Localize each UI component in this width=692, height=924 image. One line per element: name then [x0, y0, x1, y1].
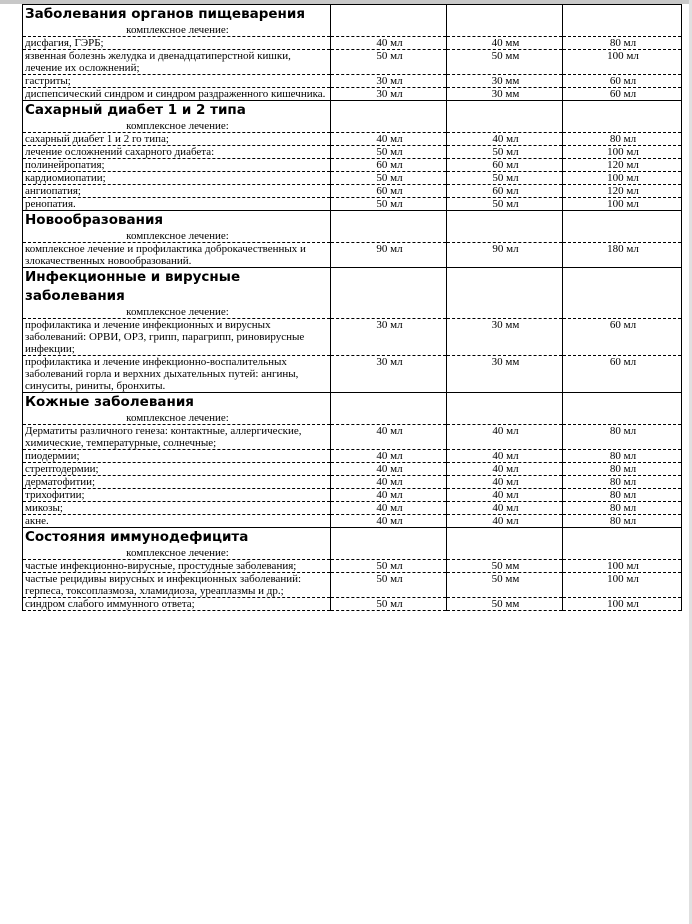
dose-col-2: 40 мл [447, 463, 563, 476]
dose-col-2: 30 мм [447, 319, 563, 356]
empty-cell [331, 5, 447, 25]
table-row [23, 489, 682, 502]
dose-col-3: 100 мл [563, 146, 682, 159]
dose-col-3: 80 мл [563, 463, 682, 476]
indication-cell: диспепсический синдром и синдром раздраженного кишечника. [23, 88, 331, 101]
table-row [23, 243, 682, 268]
dose-col-2: 60 мл [447, 159, 563, 172]
section-title: Сахарный диабет 1 и 2 типа [23, 101, 331, 121]
indication-cell: язвенная болезнь желудка и двенадцатиперстной кишки, лечение их осложнений; [23, 50, 331, 75]
table-row [23, 425, 682, 450]
empty-cell [563, 306, 682, 319]
empty-cell [447, 5, 563, 25]
table-row [23, 133, 682, 146]
empty-cell [563, 24, 682, 37]
empty-cell [447, 120, 563, 133]
table-row [23, 172, 682, 185]
dose-col-1: 50 мл [331, 172, 447, 185]
table-row [23, 515, 682, 528]
dose-col-2: 50 мл [447, 172, 563, 185]
empty-cell [563, 101, 682, 121]
empty-cell [447, 268, 563, 307]
dose-col-2: 50 мл [447, 146, 563, 159]
table-row [23, 476, 682, 489]
dose-col-1: 40 мл [331, 450, 447, 463]
dose-col-2: 40 мл [447, 515, 563, 528]
dose-col-2: 40 мл [447, 133, 563, 146]
dose-col-2: 30 мм [447, 75, 563, 88]
section-header-row [23, 211, 682, 231]
section-header-row [23, 393, 682, 413]
dose-col-3: 120 мл [563, 159, 682, 172]
empty-cell [563, 211, 682, 231]
dose-col-2: 50 мм [447, 560, 563, 573]
empty-cell [331, 412, 447, 425]
empty-cell [563, 5, 682, 25]
dose-col-1: 50 мл [331, 598, 447, 611]
empty-cell [563, 120, 682, 133]
table-row [23, 159, 682, 172]
dose-col-3: 100 мл [563, 198, 682, 211]
indication-cell: трихофитии; [23, 489, 331, 502]
empty-cell [447, 24, 563, 37]
table-row [23, 502, 682, 515]
dose-col-3: 60 мл [563, 88, 682, 101]
dose-col-1: 40 мл [331, 476, 447, 489]
dose-col-2: 40 мл [447, 489, 563, 502]
indication-cell: сахарный диабет 1 и 2 го типа; [23, 133, 331, 146]
dose-col-1: 40 мл [331, 515, 447, 528]
table-row [23, 185, 682, 198]
table-row [23, 146, 682, 159]
section-subtitle: комплексное лечение: [23, 24, 331, 37]
dose-col-1: 40 мл [331, 502, 447, 515]
table-row [23, 573, 682, 598]
section-title: Новообразования [23, 211, 331, 231]
dose-col-3: 80 мл [563, 476, 682, 489]
dose-col-2: 40 мл [447, 425, 563, 450]
dose-col-1: 50 мл [331, 146, 447, 159]
section-subtitle-row [23, 412, 682, 425]
indication-cell: профилактика и лечение инфекционно-воспалительных заболеваний горла и верхних дыхательных путей: ангины, синуситы, риниты, бронхиты. [23, 356, 331, 393]
dose-col-3: 80 мл [563, 37, 682, 50]
table-row [23, 319, 682, 356]
dose-col-3: 80 мл [563, 450, 682, 463]
dose-col-1: 30 мл [331, 88, 447, 101]
empty-cell [331, 101, 447, 121]
empty-cell [563, 528, 682, 548]
dose-col-3: 80 мл [563, 515, 682, 528]
section-title: Состояния иммунодефицита [23, 528, 331, 548]
section-subtitle: комплексное лечение: [23, 412, 331, 425]
dose-col-2: 30 мм [447, 356, 563, 393]
table-row [23, 463, 682, 476]
dose-col-2: 40 мл [447, 450, 563, 463]
section-title: Кожные заболевания [23, 393, 331, 413]
dose-col-3: 80 мл [563, 133, 682, 146]
dose-col-1: 90 мл [331, 243, 447, 268]
dosage-table [22, 4, 682, 611]
section-header-row [23, 268, 682, 307]
empty-cell [331, 230, 447, 243]
empty-cell [447, 393, 563, 413]
dose-col-1: 60 мл [331, 185, 447, 198]
dose-col-3: 60 мл [563, 75, 682, 88]
indication-cell: дисфагия, ГЭРБ; [23, 37, 331, 50]
empty-cell [331, 528, 447, 548]
table-row [23, 198, 682, 211]
section-subtitle-row [23, 24, 682, 37]
empty-cell [447, 528, 563, 548]
indication-cell: акне. [23, 515, 331, 528]
section-subtitle: комплексное лечение: [23, 230, 331, 243]
table-row [23, 598, 682, 611]
empty-cell [331, 120, 447, 133]
indication-cell: частые инфекционно-вирусные, простудные заболевания; [23, 560, 331, 573]
dose-col-3: 60 мл [563, 356, 682, 393]
section-title: Заболевания органов пищеварения [23, 5, 331, 25]
table-row [23, 356, 682, 393]
empty-cell [331, 306, 447, 319]
dose-col-2: 40 мл [447, 476, 563, 489]
section-header-row [23, 528, 682, 548]
dose-col-1: 50 мл [331, 198, 447, 211]
dose-col-1: 30 мл [331, 319, 447, 356]
section-header-row [23, 5, 682, 25]
indication-cell: кардиомиопатии; [23, 172, 331, 185]
dose-col-1: 50 мл [331, 573, 447, 598]
dose-col-2: 50 мм [447, 50, 563, 75]
dose-col-1: 40 мл [331, 489, 447, 502]
indication-cell: ренопатия. [23, 198, 331, 211]
empty-cell [563, 393, 682, 413]
indication-cell: комплексное лечение и профилактика доброкачественных и злокачественных новообразований. [23, 243, 331, 268]
indication-cell: дерматофитии; [23, 476, 331, 489]
indication-cell: гастриты; [23, 75, 331, 88]
empty-cell [447, 230, 563, 243]
dose-col-3: 100 мл [563, 598, 682, 611]
empty-cell [331, 24, 447, 37]
indication-cell: стрептодермии; [23, 463, 331, 476]
indication-cell: пиодермии; [23, 450, 331, 463]
dose-col-1: 40 мл [331, 425, 447, 450]
section-subtitle-row [23, 306, 682, 319]
dose-col-3: 100 мл [563, 50, 682, 75]
indication-cell: полинейропатия; [23, 159, 331, 172]
empty-cell [563, 268, 682, 307]
dose-col-3: 100 мл [563, 573, 682, 598]
table-row [23, 560, 682, 573]
empty-cell [331, 547, 447, 560]
dose-col-1: 50 мл [331, 50, 447, 75]
dose-col-1: 40 мл [331, 133, 447, 146]
dose-col-1: 30 мл [331, 356, 447, 393]
indication-cell: синдром слабого иммунного ответа; [23, 598, 331, 611]
empty-cell [563, 412, 682, 425]
dose-col-3: 120 мл [563, 185, 682, 198]
empty-cell [447, 101, 563, 121]
empty-cell [331, 211, 447, 231]
empty-cell [331, 393, 447, 413]
dose-col-2: 50 мм [447, 598, 563, 611]
table-row [23, 450, 682, 463]
empty-cell [563, 230, 682, 243]
section-header-row [23, 101, 682, 121]
indication-cell: лечение осложнений сахарного диабета: [23, 146, 331, 159]
dose-col-3: 80 мл [563, 502, 682, 515]
dose-col-1: 40 мл [331, 463, 447, 476]
section-subtitle-row [23, 120, 682, 133]
dose-col-1: 50 мл [331, 560, 447, 573]
dose-col-2: 60 мл [447, 185, 563, 198]
dose-col-3: 100 мл [563, 560, 682, 573]
dose-col-3: 180 мл [563, 243, 682, 268]
section-subtitle: комплексное лечение: [23, 306, 331, 319]
indication-cell: профилактика и лечение инфекционных и вирусных заболеваний: ОРВИ, ОРЗ, грипп, парагрипп, риновирусные инфекции; [23, 319, 331, 356]
dose-col-1: 60 мл [331, 159, 447, 172]
dose-col-2: 90 мл [447, 243, 563, 268]
empty-cell [447, 412, 563, 425]
section-subtitle: комплексное лечение: [23, 547, 331, 560]
dose-col-1: 40 мл [331, 37, 447, 50]
empty-cell [447, 211, 563, 231]
table-row [23, 88, 682, 101]
empty-cell [563, 547, 682, 560]
dose-col-3: 80 мл [563, 425, 682, 450]
empty-cell [447, 547, 563, 560]
table-row [23, 75, 682, 88]
dose-col-3: 80 мл [563, 489, 682, 502]
dose-col-2: 30 мм [447, 88, 563, 101]
dose-col-1: 30 мл [331, 75, 447, 88]
indication-cell: микозы; [23, 502, 331, 515]
table-row [23, 50, 682, 75]
dose-col-2: 50 мм [447, 573, 563, 598]
empty-cell [331, 268, 447, 307]
dose-col-3: 60 мл [563, 319, 682, 356]
section-subtitle-row [23, 547, 682, 560]
dose-col-2: 40 мм [447, 37, 563, 50]
indication-cell: Дерматиты различного генеза: контактные, аллергические, химические, температурные, солнечные; [23, 425, 331, 450]
dose-col-3: 100 мл [563, 172, 682, 185]
dose-col-2: 40 мл [447, 502, 563, 515]
indication-cell: ангиопатия; [23, 185, 331, 198]
dose-col-2: 50 мл [447, 198, 563, 211]
indication-cell: частые рецидивы вирусных и инфекционных заболеваний: герпеса, токсоплазмоза, хламидиоза, уреаплазмы и др.; [23, 573, 331, 598]
section-title: Инфекционные и вирусные заболевания [23, 268, 331, 307]
section-subtitle-row [23, 230, 682, 243]
empty-cell [447, 306, 563, 319]
table-row [23, 37, 682, 50]
section-subtitle: комплексное лечение: [23, 120, 331, 133]
